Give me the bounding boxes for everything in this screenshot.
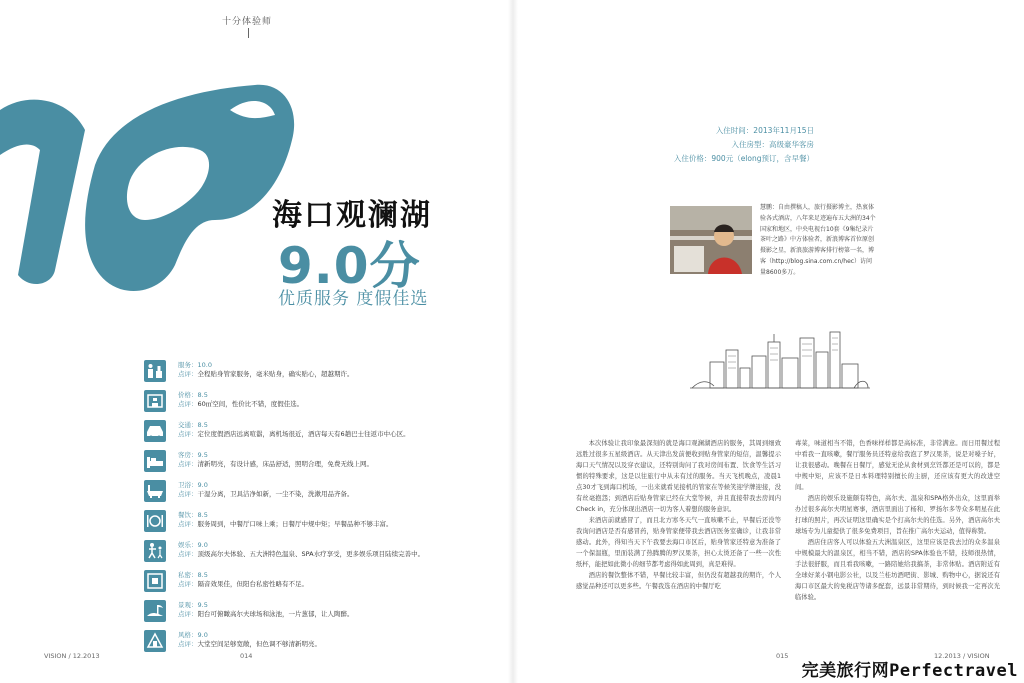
rating-comment [178,610,354,619]
rating-label: 景观：9.5 [178,601,208,609]
rating-key: 点评： [178,520,198,528]
rating-comment-text: 全程贴身管家服务，毫米贴身，确实贴心，超越期许。 [197,370,354,378]
hero-ten-graphic [0,70,300,310]
rating-comment [178,400,303,409]
rating-label: 价格：8.5 [178,391,208,399]
body-paragraph: 酒店住店客人可以体验五大洲温泉区，这里应该是我去过的众多温泉中规模最大的温泉区，相当不错，酒店的SPA体验也不错，技师很热情，手法很舒服，而且看我咳嗽，一路陪她给我搞茶，非常体贴。酒店附近有全球好莱小钢电影公社，以及兰桂坊酒吧街、影城、购物中心，据说还有海口市区最大的免税店等诸多配套，远景非常期待，到时候我一定再次光临体验。 [795,539,1000,601]
page-gutter [508,0,518,683]
body-column-2 [795,438,1000,603]
stay-info [674,124,814,166]
overall-score: 9.0分 [278,237,421,295]
body-paragraph: 毒菜，味道相当不错，色香味样样都是高标准，非常满意。而日用餐过程中看我一直咳嗽，餐厅服务员还特意给我泡了罗汉果茶，说是对嗓子好，让我很感动。晚餐在日餐厅，感觉无论从食材到烹饪都还是可以的，都是中规中矩，应该不是日本料理特别擅长的主厨，还应该有更大的改进空间。 [795,440,1000,491]
privacy-icon [144,570,166,592]
rating-key: 点评： [178,370,198,378]
rating-comment-text: 服务周到，中餐厅口味上乘；日餐厅中规中矩；早餐品种不够丰富。 [197,520,393,528]
bath-icon [144,480,166,502]
rating-comment [178,370,354,379]
section-label: 十分体验师 [222,17,273,27]
rating-label: 服务：10.0 [178,361,212,369]
rating-key: 点评： [178,400,198,408]
dining-icon [144,510,166,532]
rating-key: 点评： [178,610,198,618]
rating-comment [178,460,373,469]
rating-comment-text: 定位度假酒店远离喧嚣，离机场很近，酒店每天有6趟巴士往返市中心区。 [197,430,410,438]
rating-comment [178,580,308,589]
rating-key: 点评： [178,460,198,468]
city-skyline-illustration [690,328,870,394]
rating-row-bath [144,480,424,506]
rating-comment-text: 干湿分离，卫具洁净如新，一尘不染，洗漱用品齐备。 [197,490,354,498]
author-box [664,200,876,280]
rating-comment-text: 清新明亮，有设计感，床品舒适，照明合理，免费无线上网。 [197,460,373,468]
rating-row-transport [144,420,424,446]
rating-comment-text: 大堂空间足够宽敞，但色调不够清新明亮。 [197,640,321,648]
rating-label: 客房：9.5 [178,451,208,459]
rating-comment-text: 阳台可俯瞰高尔夫球场和泳池，一片葱郁，让人陶醉。 [197,610,354,618]
rating-label: 娱乐：9.0 [178,541,208,549]
price-icon [144,390,166,412]
rating-comment [178,430,410,439]
watermark: 完美旅行网Perfectravel [801,661,1018,681]
body-paragraph: 酒店的餐饮整体不错，早餐比较丰富，但仍没有超越我的期许，个人感觉品种还可以更多些。午餐我选在酒店的中餐厅吃 [576,572,781,590]
view-icon [144,600,166,622]
service-icon [144,360,166,382]
article-subtitle: 优质服务 度假佳选 [278,289,429,309]
rating-key: 点评： [178,430,198,438]
rating-label: 餐饮：8.5 [178,511,208,519]
rating-comment [178,520,393,529]
stay-price: 入住价格：900元（elong预订，含早餐） [673,154,814,163]
rating-row-service [144,360,424,386]
author-photo [670,206,752,274]
section-label-rule [248,28,249,38]
rating-comment-text: 隔音效果佳，但阳台私密性略有不足。 [197,580,308,588]
rating-row-privacy [144,570,424,596]
rating-row-price [144,390,424,416]
author-bio: 慧鹏：自由撰稿人，旅行摄影博主，热衷体验各式酒店，八年来足迹遍布五大洲的34个国家和地区，中央电视台10套《9集纪录片茶叶之路》中方体验者，新浪博客首位原创摄影之星，新浪旅游博客排行榜第一名，博客（http://blog.sina.com.cn/hec）访问量8600多万。 [760,204,876,276]
style-icon [144,630,166,652]
rating-key: 点评： [178,550,198,558]
rating-key: 点评： [178,580,198,588]
rating-label: 交通：8.5 [178,421,208,429]
transport-icon [144,420,166,442]
rating-comment [178,640,321,649]
body-column-1 [576,438,781,592]
rating-row-room [144,450,424,476]
rating-key: 点评： [178,490,198,498]
page-number-right: 015 [776,652,789,660]
rating-comment [178,490,354,499]
body-paragraph: 酒店的娱乐设施颇有特色，高尔夫、温泉和SPA格外出众，这里面举办过很多高尔夫明星赛事，酒店里面出了杨和、罗扬尔多等众多明星在此打球的照片，再次证明这里确实是个打高尔夫的佳选。另外，酒店高尔夫球场专为儿童提供了很多免费项目，旨在推广高尔夫运动，值得称赞。 [795,495,1000,535]
rating-row-view [144,600,424,626]
article-title: 海口观澜湖 [272,198,432,233]
rating-row-leisure [144,540,424,566]
room-icon [144,450,166,472]
footer-left: VISION / 12.2013 [44,652,100,660]
page-number-left: 014 [240,652,253,660]
body-paragraph: 本次体验让我印象最深刻的就是海口观澜湖酒店的服务，其周到细致远胜过很多五星级酒店。从天津出发前便收到贴身管家的短信，温馨提示海口天气情况以及穿衣建议，还特别询问了我对房间布置、饮食等生活习惯的特殊要求，这是以往旅行中从未有过的服务。当天飞机晚点，凌晨1点30才飞到海口机场，一出来就看见接机的管家在等候笑迎学牌迎接，没有丝毫抱怨；到酒店后贴身管家已经在大堂等候，并且直接带我去房间内Check in，充分体现出酒店一切为客人着想的服务意识。 [576,440,781,513]
rating-comment [178,550,424,559]
rating-key: 点评： [178,640,198,648]
rating-comment-text: 顶级高尔夫体验、五大洲特色温泉、SPA水疗享受，更多娱乐项目陆续完善中。 [197,550,425,558]
leisure-icon [144,540,166,562]
footer-right: 12.2013 / VISION [934,652,990,660]
rating-row-dining [144,510,424,536]
rating-row-style [144,630,424,656]
rating-comment-text: 60㎡空间，性价比不错，度假佳选。 [197,400,304,408]
rating-label: 风格：9.0 [178,631,208,639]
rating-label: 卫浴：9.0 [178,481,208,489]
stay-date: 入住时间：2013年11月15日 [715,126,814,135]
body-paragraph: 来酒店前就感冒了，而且北方寒冬天气一直咳嗽不止，早餐后还没等我询问酒店是否有感冒药，贴身管家便带我去酒店医务室确诊，让我非常感动。此外，得知当天下午我要去海口市区后，贴身管家还特意为准备了一个保温瓶，里面装满了热腾腾的罗汉果茶，担心太烫还备了一些一次性纸杯，能把如此微小的细节都考虑得如此周到，真是难得。 [576,517,781,568]
rating-label: 私密：8.5 [178,571,208,579]
stay-room: 入住房型：高级豪华客房 [731,140,814,149]
